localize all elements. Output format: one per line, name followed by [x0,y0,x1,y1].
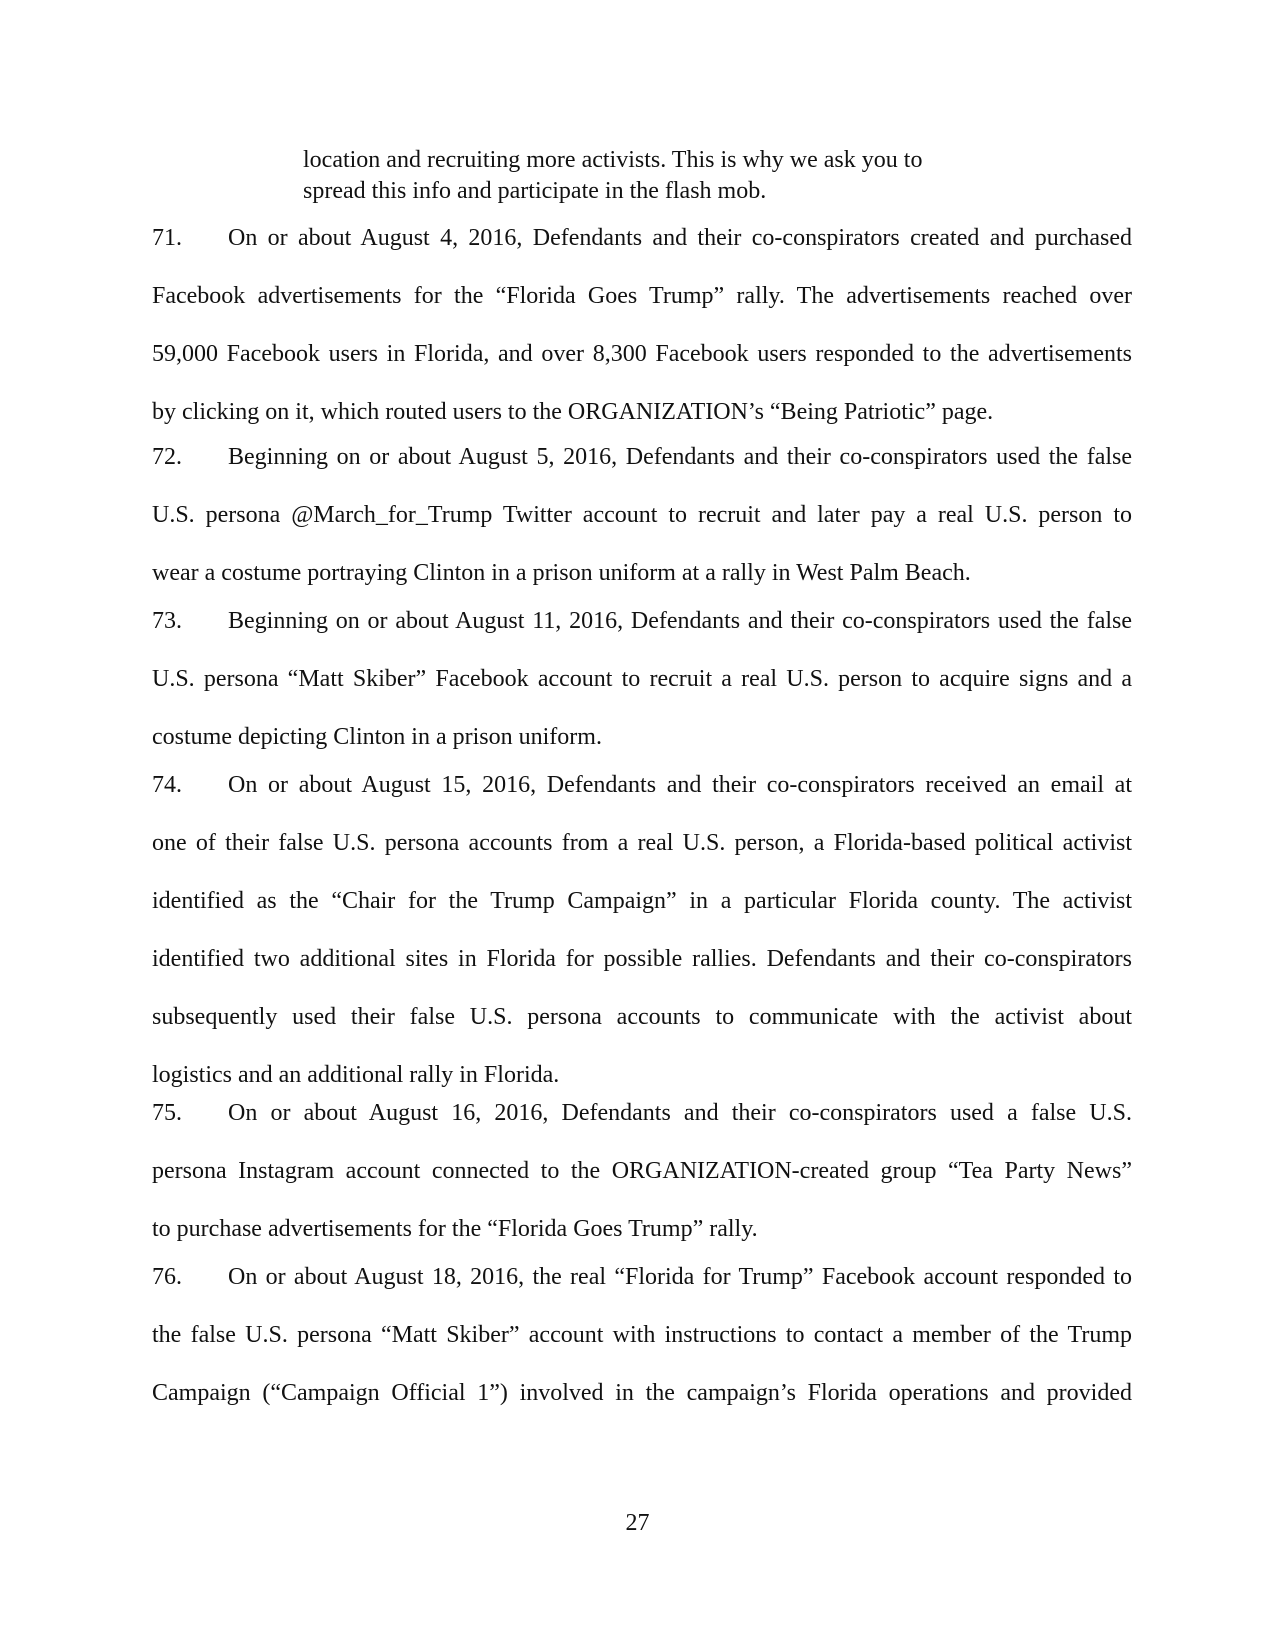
paragraph-text: On or about August 4, 2016, Defendants and their co-conspirators created and purchased [228,225,1132,251]
paragraph-line: persona Instagram account connected to the ORGANIZATION-created group “Tea Party News” [152,1158,1132,1184]
paragraph-73 [152,592,1132,766]
paragraph-line: Campaign (“Campaign Official 1”) involved in the campaign’s Florida operations and provided [152,1380,1132,1406]
paragraph-number: 76. [152,1264,182,1290]
paragraph-76 [152,1248,1132,1422]
paragraph-line: logistics and an additional rally in Florida. [152,1062,560,1088]
paragraph-text: On or about August 15, 2016, Defendants and their co-conspirators received an email at [228,772,1132,798]
quote-line: spread this info and participate in the flash mob. [303,178,767,204]
paragraph-74 [152,756,1132,1104]
paragraph-line: by clicking on it, which routed users to the ORGANIZATION’s “Being Patriotic” page. [152,399,994,425]
paragraph-line [152,1248,1132,1306]
paragraph-line: Facebook advertisements for the “Florida Goes Trump” rally. The advertisements reached over [152,283,1132,309]
paragraph-text: Beginning on or about August 11, 2016, Defendants and their co-conspirators used the false [228,608,1132,634]
paragraph-text: Beginning on or about August 5, 2016, Defendants and their co-conspirators used the false [228,444,1132,470]
paragraph-line: U.S. persona “Matt Skiber” Facebook account to recruit a real U.S. person to acquire signs and a [152,666,1132,692]
page-number: 27 [625,1510,650,1536]
paragraph-71 [152,209,1132,441]
paragraph-number: 72. [152,444,182,470]
paragraph-number: 71. [152,225,182,251]
paragraph-72 [152,428,1132,602]
paragraph-75 [152,1084,1132,1258]
paragraph-line: wear a costume portraying Clinton in a prison uniform at a rally in West Palm Beach. [152,560,971,586]
paragraph-line: identified two additional sites in Florida for possible rallies. Defendants and their co-conspirators [152,946,1132,972]
paragraph-line: to purchase advertisements for the “Florida Goes Trump” rally. [152,1216,758,1242]
block-quote [303,145,1003,207]
paragraph-line [152,592,1132,650]
quote-line: location and recruiting more activists. This is why we ask you to [303,147,923,173]
paragraph-line: U.S. persona @March_for_Trump Twitter account to recruit and later pay a real U.S. person to [152,502,1132,528]
paragraph-number: 75. [152,1100,182,1126]
paragraph-line: the false U.S. persona “Matt Skiber” account with instructions to contact a member of the Trump [152,1322,1132,1348]
paragraph-line [152,428,1132,486]
paragraph-line [152,209,1132,267]
paragraph-line: 59,000 Facebook users in Florida, and over 8,300 Facebook users responded to the advertisements [152,341,1132,367]
paragraph-text: On or about August 18, 2016, the real “Florida for Trump” Facebook account responded to [228,1264,1132,1290]
paragraph-line [152,1084,1132,1142]
paragraph-line: one of their false U.S. persona accounts from a real U.S. person, a Florida-based political activist [152,830,1132,856]
paragraph-text: On or about August 16, 2016, Defendants and their co-conspirators used a false U.S. [228,1100,1132,1126]
paragraph-line: identified as the “Chair for the Trump Campaign” in a particular Florida county. The activist [152,888,1132,914]
paragraph-line: subsequently used their false U.S. persona accounts to communicate with the activist about [152,1004,1132,1030]
paragraph-number: 73. [152,608,182,634]
paragraph-line: costume depicting Clinton in a prison uniform. [152,724,602,750]
paragraph-number: 74. [152,772,182,798]
paragraph-line [152,756,1132,814]
